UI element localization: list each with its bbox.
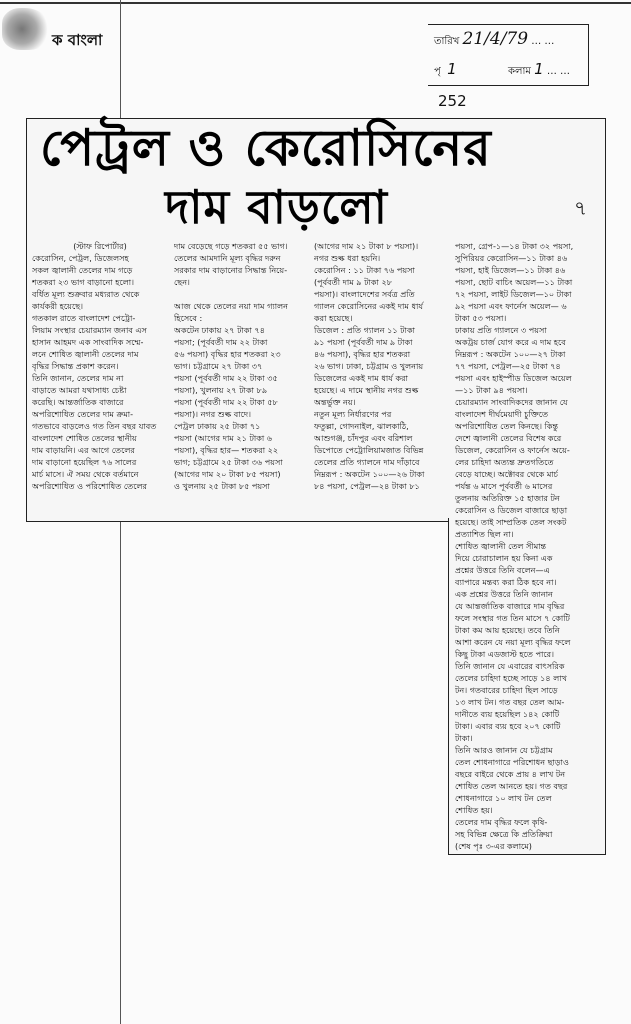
stamp-page <box>434 59 457 82</box>
article-column-3 <box>314 240 446 492</box>
article-text-line: টাকা। এবার ব্যয় হবে ২০৭ কোটি <box>455 721 561 731</box>
article-text-line: সকল জ্বালানী তেলের দাম গড়ে <box>32 265 133 275</box>
article-text-line: ছেন। <box>174 277 190 287</box>
article-text-line: ৪৬ পয়সা), বৃদ্ধির হার শতকরা <box>314 349 411 359</box>
article-text-line: টাকা। <box>455 733 473 743</box>
article-text-line: তেলের দাম বৃদ্ধির ফলে কৃষি- <box>455 817 548 827</box>
article-text-line: বাংলাদেশ শোধিত তেলের স্থানীয় <box>32 433 137 443</box>
article-text-line: বাংলাদেশ দীর্ঘমেয়াদী চুক্তিতে <box>455 409 549 419</box>
article-text-line: পয়সা (পূর্ববর্তী দাম ২২ টাকা ৩৫ <box>174 373 278 383</box>
article-text-line: ৫৬ পয়সা) বৃদ্ধির হার শতকরা ২৩ <box>174 349 281 359</box>
article-text-line: কার্যকরী হয়েছে। <box>32 301 83 311</box>
article-column-4 <box>455 240 600 852</box>
article-text-line: (পূর্ববর্তী দাম ৯ টাকা ২৮ <box>314 277 392 287</box>
article-text-line: করেছি। আন্তর্জাতিক বাজারে <box>32 397 124 407</box>
article-text-line: আজ থেকে তেলের নয়া দাম গ্যালন <box>174 301 288 311</box>
article-text-line: ব্যাপারে মন্তব্য করা ঠিক হবে না। <box>455 577 557 587</box>
article-text-line: ১৩ লাখ টন। গত বছর তেল আম- <box>455 697 565 707</box>
article-text-line: পয়সা)। বাংলাদেশের সর্বত্র প্রতি <box>314 289 415 299</box>
newspaper-logo-icon <box>2 8 52 50</box>
column-value: 1 <box>534 60 544 78</box>
article-text-line: সহ বিভিন্ন ক্ষেত্রে কি প্রতিক্রিয়া <box>455 829 553 839</box>
article-text-line: পয়সা (পূর্ববর্তী দাম ২২ টাকা ৫৮ <box>174 397 278 407</box>
headline-line-2: দাম বাড়লো <box>165 180 388 234</box>
article-text-line: প্রশ্নের উত্তরে তিনি বলেন—এ <box>455 565 550 575</box>
article-text-line: যে আন্তর্জাতিক বাজারে দাম বৃদ্ধির <box>455 601 565 611</box>
article-text-line: আশা করেন যে নয়া মূল্য বৃদ্ধির ফলে <box>455 637 571 647</box>
article-text-line: দাম বাড়ানো হয়েছিল ৭৬ সালের <box>32 457 137 467</box>
article-text-line: গতকাল রাতে বাংলাদেশ পেট্রো- <box>32 313 136 323</box>
article-text-line: ভাগ; চট্টগ্রামে ২৫ টাকা ৩৬ পয়সা <box>174 457 283 467</box>
article-text-line: বাড়াতে আমরা যথাসাধ্য চেষ্টা <box>32 385 127 395</box>
article-text-line: ৮৪ পয়সা, পেট্রল—২৪ টাকা ৮১ <box>314 481 420 491</box>
archive-number: 252 <box>438 92 467 110</box>
article-text-line: কিছু টাকা এডজাস্ট হতে পারে। <box>455 649 555 659</box>
article-text-line: অপরিশোধিত তেলের দাম ক্রমা- <box>32 409 134 419</box>
article-text-line: ৭২ পয়সা, লাইট ডিজেল—১০ টাকা <box>455 289 572 299</box>
article-text-line: বেড়ে যাচ্ছে। অক্টোবর থেকে মার্চ <box>455 469 559 479</box>
article-text-line: টন। গতবারের চাহিদা ছিল সাড়ে <box>455 685 558 695</box>
column-label: কলাম <box>508 66 531 77</box>
article-text-line: শোধিত হয়। <box>455 805 493 815</box>
article-text-line: কেরোসিন ও ডিজেল বাজারে ছাড়া <box>455 505 568 515</box>
article-text-line: পয়সা), বৃদ্ধির হার— শতকরা ২২ <box>174 445 279 455</box>
article-text-line: (শেষ পৃঃ ৩-এর কলামে) <box>455 841 532 851</box>
article-text-line: তেলের চাহিদা হচ্ছে সাড়ে ১৪ লাখ <box>455 673 567 683</box>
article-text-line: শোধিত তেল আনতে হয়। গত বছর <box>455 781 568 791</box>
article-text-line: হয়েছে। এ দামে স্থানীয় নগর শুল্ক <box>314 385 419 395</box>
byline: (স্টাফ রিপোর্টার) <box>73 241 127 251</box>
article-text-line: পেট্রল ঢাকায় ২৫ টাকা ৭১ <box>174 421 261 431</box>
article-text-line: দানীতে ব্যয় হয়েছিল ১৪২ কোটি <box>455 709 560 719</box>
article-text-line: লনে শোধিত জ্বালানী তেলের দাম <box>32 349 139 359</box>
article-text-line: পয়সা), খুলনায় ২৭ টাকা ৮৯ <box>174 385 268 395</box>
article-text-line: সরকার দাম বাড়ানোর সিদ্ধান্ত নিয়ে- <box>174 265 288 275</box>
article-text-line: ভাগ। চট্টগ্রামে ২৭ টাকা ৩৭ <box>174 361 263 371</box>
archive-stamp <box>428 24 589 86</box>
article-text-line: ডিজেল : প্রতি গ্যালন ১১ টাকা <box>314 325 415 335</box>
newspaper-name: ক বাংলা <box>52 31 103 49</box>
handwritten-mark: ৭ <box>574 196 588 220</box>
article-text-line: অন্তর্ভুক্ত নয়। <box>314 397 356 407</box>
article-text-line: টাকা ৫৩ পয়সা। <box>455 313 507 323</box>
date-value: 21/4/79 <box>462 29 529 49</box>
article-text-line: —১১ টাকা ৯৪ পয়সা। <box>455 385 528 395</box>
article-text-line: লের চাহিদা অত্যন্ত দ্রুতগতিতে <box>455 457 554 467</box>
article-text-line: পয়সা এবং হাইস্পীড ডিজেল অয়েল <box>455 373 572 383</box>
article-text-line: ডিপোতে পেট্রোলিয়ামজাত বিভিন্ন <box>314 445 424 455</box>
stamp-date: তারিখ 21/4/79 … … <box>434 29 555 49</box>
article-text-line: চেয়ারম্যান সাংবাদিকদের জানান যে <box>455 397 568 407</box>
article-text-line: তিনি জানান, তেলের দাম না <box>32 373 124 383</box>
page-value: 1 <box>447 60 457 78</box>
article-text-line: পয়সা, ছোট বাচিং অয়েল—১১ টাকা <box>455 277 573 287</box>
article-text-line: বছরে বাইরে থেকে প্রায় ৪ লাখ টন <box>455 769 566 779</box>
article-text-line: হিসেবে : <box>174 313 203 323</box>
article-text-line: এক প্রশ্নের উত্তরে তিনি জানান <box>455 589 553 599</box>
article-text-line: কেরোসিন, পেট্রল, ডিজেলসহ <box>32 253 129 263</box>
article-text-line: পর্যন্ত ৬ মাসে পূর্ববর্তী ৬ মাসের <box>455 481 553 491</box>
headline-line-1: পেট্রল ও কেরোসিনের <box>40 119 492 177</box>
article-text-line: ফতুল্লা, গোদনাইল, ঝালকাঠি, <box>314 421 409 431</box>
article-text-line: (আগের দাম ২০ টাকা ৮৫ পয়সা) <box>174 469 281 479</box>
article-text-line: বর্ধিত মূল্য শুক্রবার মধ্যরাত থেকে <box>32 289 140 299</box>
article-text-line: ৯২ পয়সা এবং ফার্নেস অয়েল— ৬ <box>455 301 567 311</box>
article-text-line: তিনি আরও জানান যে চট্টগ্রাম <box>455 745 553 755</box>
article-text-line: পয়সা, গ্রেপ-১—১৪ টাকা ৩২ পয়সা, <box>455 241 574 251</box>
article-text-line: ২৬ ভাগ। ঢাকা, চট্টগ্রাম ও খুলনায় <box>314 361 424 371</box>
article-text-line: দাম বাড়ায়নি। এর আগে তেলের <box>32 445 135 455</box>
article-text-line: দিয়ে চোরাচালান হয় কিনা এক <box>455 553 553 563</box>
article-text-line: তেলের প্রতি গ্যালনে দাম দাঁড়াবে <box>314 457 420 467</box>
article-text-line: অকট্রয় চার্জ যোগ করে এ দাম হবে <box>455 337 566 347</box>
article-text-line: পয়সা (আগের দাম ২১ টাকা ৬ <box>174 433 273 443</box>
article-text-line: ডিজেলের একই দাম ধার্য করা <box>314 373 408 383</box>
article-text-line: ও খুলনায় ২৫ টাকা ৮৫ পয়সা <box>174 481 270 491</box>
article-column-2 <box>174 240 310 492</box>
article-text-line: দেশে জ্বালানী তেলের বিশেষ করে <box>455 433 562 443</box>
article-text-line: পয়সা, হাই ডিজেল—১১ টাকা ৪৬ <box>455 265 566 275</box>
article-text-line: সুপিরিয়র কেরোসিন—১১ টাকা ৪৬ <box>455 253 568 263</box>
article-text-line: ফলে সংস্থার গত তিন মাসে ৭ কোটি <box>455 613 570 623</box>
article-column-1 <box>32 240 168 492</box>
article-text-line: করা হয়েছে। <box>314 313 353 323</box>
article-text-line: বৃদ্ধির সিদ্ধান্ত প্রকাশ করেন। <box>32 361 119 371</box>
stamp-column: কলাম 1 … … <box>508 60 570 78</box>
article-text-line <box>174 288 310 300</box>
article-text-line: ঢাকায় প্রতি গ্যালনে ৩ পয়সা <box>455 325 547 335</box>
article-text-line: নতুন মূল্য নির্ধারণের পর <box>314 409 392 419</box>
article-text-line: লিয়াম সংস্থার চেয়ারম্যান জনাব এস <box>32 325 147 335</box>
article-text-line: অপরিশোধিত ও পরিশোধিত তেলের <box>32 481 147 491</box>
article-text-line: ৯১ পয়সা (পূর্ববর্তী দাম ৯ টাকা <box>314 337 413 347</box>
article-text-line: টাকা কম আয় হয়েছে। তবে তিনি <box>455 625 560 635</box>
article-text-line: অকটেন ঢাকায় ২৭ টাকা ৭৪ <box>174 325 265 335</box>
date-label: তারিখ <box>434 36 460 47</box>
article-text-line: পয়সা; (পূর্ববর্তী দাম ২২ টাকা <box>174 337 268 347</box>
article-text-line: কেরোসিন : ১১ টাকা ৭৬ পয়সা <box>314 265 415 275</box>
article-text-line: গতভাবে বাড়লেও গত তিন বছর যাবত <box>32 421 157 431</box>
article-text-line: প্রত্যাশিত ছিল না। <box>455 529 514 539</box>
article-text-line: হয়েছে। তাই সাম্প্রতিক তেল সংকট <box>455 517 567 527</box>
page-label: পৃ <box>434 66 441 77</box>
article-text-line: তেল শোধনাগারে পরিশোধন ছাড়াও <box>455 757 569 767</box>
article-text-line: শোধিত জ্বালানী তেল সীমান্ত <box>455 541 547 551</box>
article-text-line: অপরিশোধিত তেল কিনছে। কিন্তু <box>455 421 559 431</box>
article-text-line: আশুগঞ্জ, চাঁদপুর এবং বরিশাল <box>314 433 413 443</box>
article-text-line: মার্চ মাসে। ঐ সময় থেকে বর্তমানে <box>32 469 139 479</box>
article-text-line: গ্যালন কেরোসিনের একই দাম ধার্য <box>314 301 424 311</box>
article-text-line: (আগের দাম ২১ টাকা ৮ পয়সা)। <box>314 241 419 251</box>
scan-top-edge <box>0 2 631 4</box>
article-text-line: হাসান আহমদ এক সাংবাদিক সম্মে- <box>32 337 144 347</box>
article-text-line: নিম্নরূপ : অকটেন ১০০—২৭ টাকা <box>455 349 566 359</box>
article-text-line: পয়সা)। নগর শুল্ক বাদে। <box>174 409 252 419</box>
article-text-line: ডিজেল, কেরোসিন ও ফার্নেস অয়ে- <box>455 445 570 455</box>
article-text-line: তিনি জানান যে এবারের বাৎসরিক <box>455 661 565 671</box>
article-text-line: ৭৭ পয়সা, পেট্রল—২৫ টাকা ৭৪ <box>455 361 561 371</box>
article-text-line: তেলের আমদানি মূল্য বৃদ্ধির দরুন <box>174 253 281 263</box>
article-text-line: তুলনায় অতিরিক্ত ১৫ হাজার টন <box>455 493 560 503</box>
article-text-line: নগর শুল্ক ধরা হয়নি। <box>314 253 381 263</box>
article-text-line: শোধনাগারে ১০ লাখ টন তেল <box>455 793 552 803</box>
article-text-line: শতকরা ২৩ ভাগ বাড়ানো হলো। <box>32 277 135 287</box>
article-text-line: নিম্নরূপ : অকটেন ১০০—২৬ টাকা <box>314 469 425 479</box>
article-text-line: দাম বেড়েছে গড়ে শতকরা ৫৫ ভাগ। <box>174 241 288 251</box>
